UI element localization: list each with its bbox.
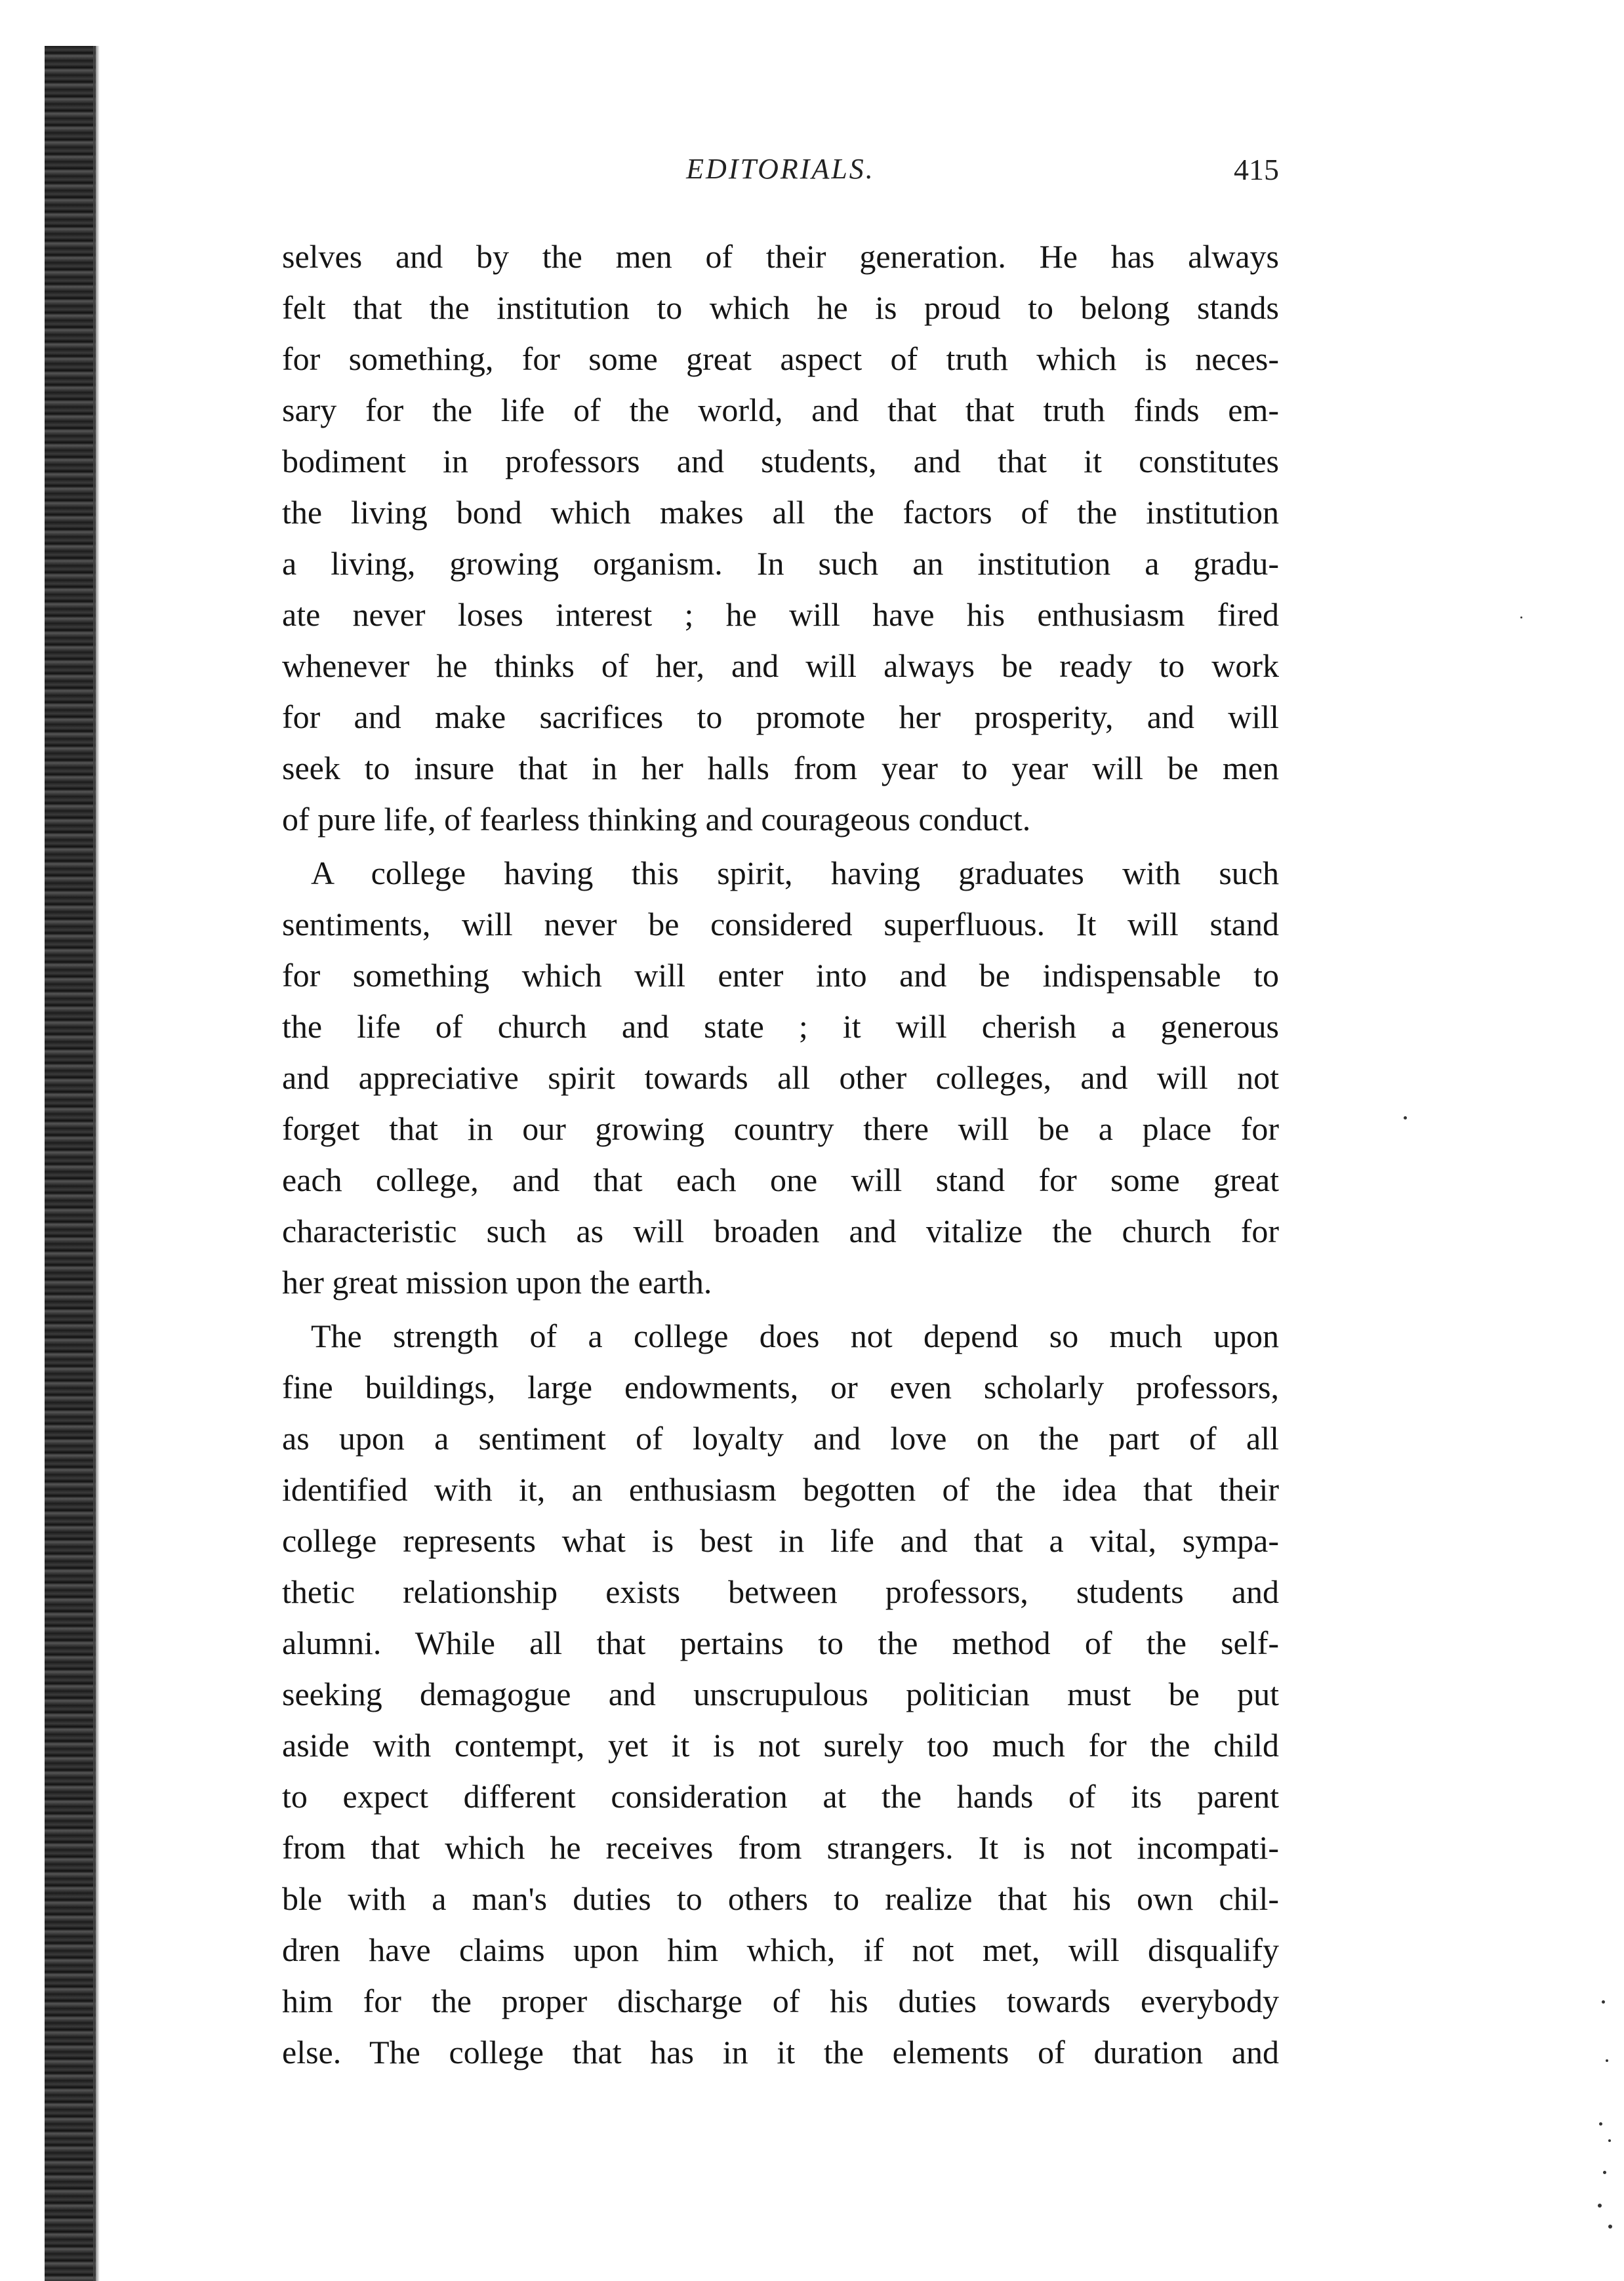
text-line: aside with contempt, yet it is not surely too much for the child [282,1727,1279,1764]
scan-speck [1603,2171,1606,2174]
text-line: her great mission upon the earth. [282,1264,712,1301]
scan-speck [1520,616,1522,618]
text-line: The strength of a college does not depend so much upon [311,1318,1279,1354]
text-line: felt that the institution to which he is proud to belong stands [282,289,1279,326]
text-line: sentiments, will never be considered superfluous. It will stand [282,906,1279,942]
scan-speck [1608,2225,1612,2229]
text-line: the living bond which makes all the factors of the institution [282,494,1279,531]
text-line: whenever he thinks of her, and will always be ready to work [282,647,1279,684]
text-line: A college having this spirit, having graduates with such [311,855,1279,891]
text-line: identified with it, an enthusiasm begotten of the idea that their [282,1471,1279,1508]
page-header [282,152,1279,205]
text-line: for and make sacrifices to promote her prosperity, and will [282,698,1279,735]
text-line: and appreciative spirit towards all other colleges, and will not [282,1059,1279,1096]
text-line: characteristic such as will broaden and vitalize the church for [282,1213,1279,1249]
text-line: thetic relationship exists between professors, students and [282,1573,1279,1610]
scan-speck [1599,2122,1602,2126]
text-line: college represents what is best in life and that a vital, sympa- [282,1522,1279,1559]
text-line: dren have claims upon him which, if not met, will disqualify [282,1931,1279,1968]
text-line: fine buildings, large endowments, or even scholarly professors, [282,1369,1279,1405]
text-line: the life of church and state ; it will cherish a generous [282,1008,1279,1045]
book-binding-edge [45,46,96,2281]
text-line: a living, growing organism. In such an institution a gradu- [282,545,1279,582]
scan-speck [1602,2000,1605,2004]
scan-speck [1608,2139,1611,2142]
running-head: EDITORIALS. [686,153,875,185]
text-line: each college, and that each one will stand for some great [282,1161,1279,1198]
text-line: alumni. While all that pertains to the method of the self- [282,1625,1279,1661]
text-line: ate never loses interest ; he will have his enthusiasm fired [282,596,1279,633]
text-line: sary for the life of the world, and that that truth finds em- [282,392,1279,428]
text-line: selves and by the men of their generation. He has always [282,238,1279,275]
text-line: of pure life, of fearless thinking and courageous conduct. [282,801,1031,838]
scan-speck [1606,2059,1608,2062]
text-line: seek to insure that in her halls from year to year will be men [282,750,1279,786]
text-line: else. The college that has in it the elements of duration and [282,2034,1279,2070]
text-line: ble with a man's duties to others to realize that his own chil- [282,1880,1279,1917]
text-line: for something, for some great aspect of truth which is neces- [282,340,1279,377]
text-line: from that which he receives from strangers. It is not incompati- [282,1829,1279,1866]
scan-speck [1404,1116,1407,1120]
text-line: bodiment in professors and students, and that it constitutes [282,443,1279,479]
scan-speck [1598,2204,1602,2208]
text-line: for something which will enter into and be indispensable to [282,957,1279,994]
paragraph [282,231,1279,845]
text-line: forget that in our growing country there will be a place for [282,1110,1279,1147]
paragraph [282,1310,1279,2078]
page-number: 415 [1234,153,1279,186]
text-line: as upon a sentiment of loyalty and love on the part of all [282,1420,1279,1457]
text-line: seeking demagogue and unscrupulous politician must be put [282,1676,1279,1712]
body-text [282,231,1279,2078]
text-line: to expect different consideration at the hands of its parent [282,1778,1279,1815]
text-line: him for the proper discharge of his duties towards everybody [282,1983,1279,2019]
paragraph [282,847,1279,1308]
